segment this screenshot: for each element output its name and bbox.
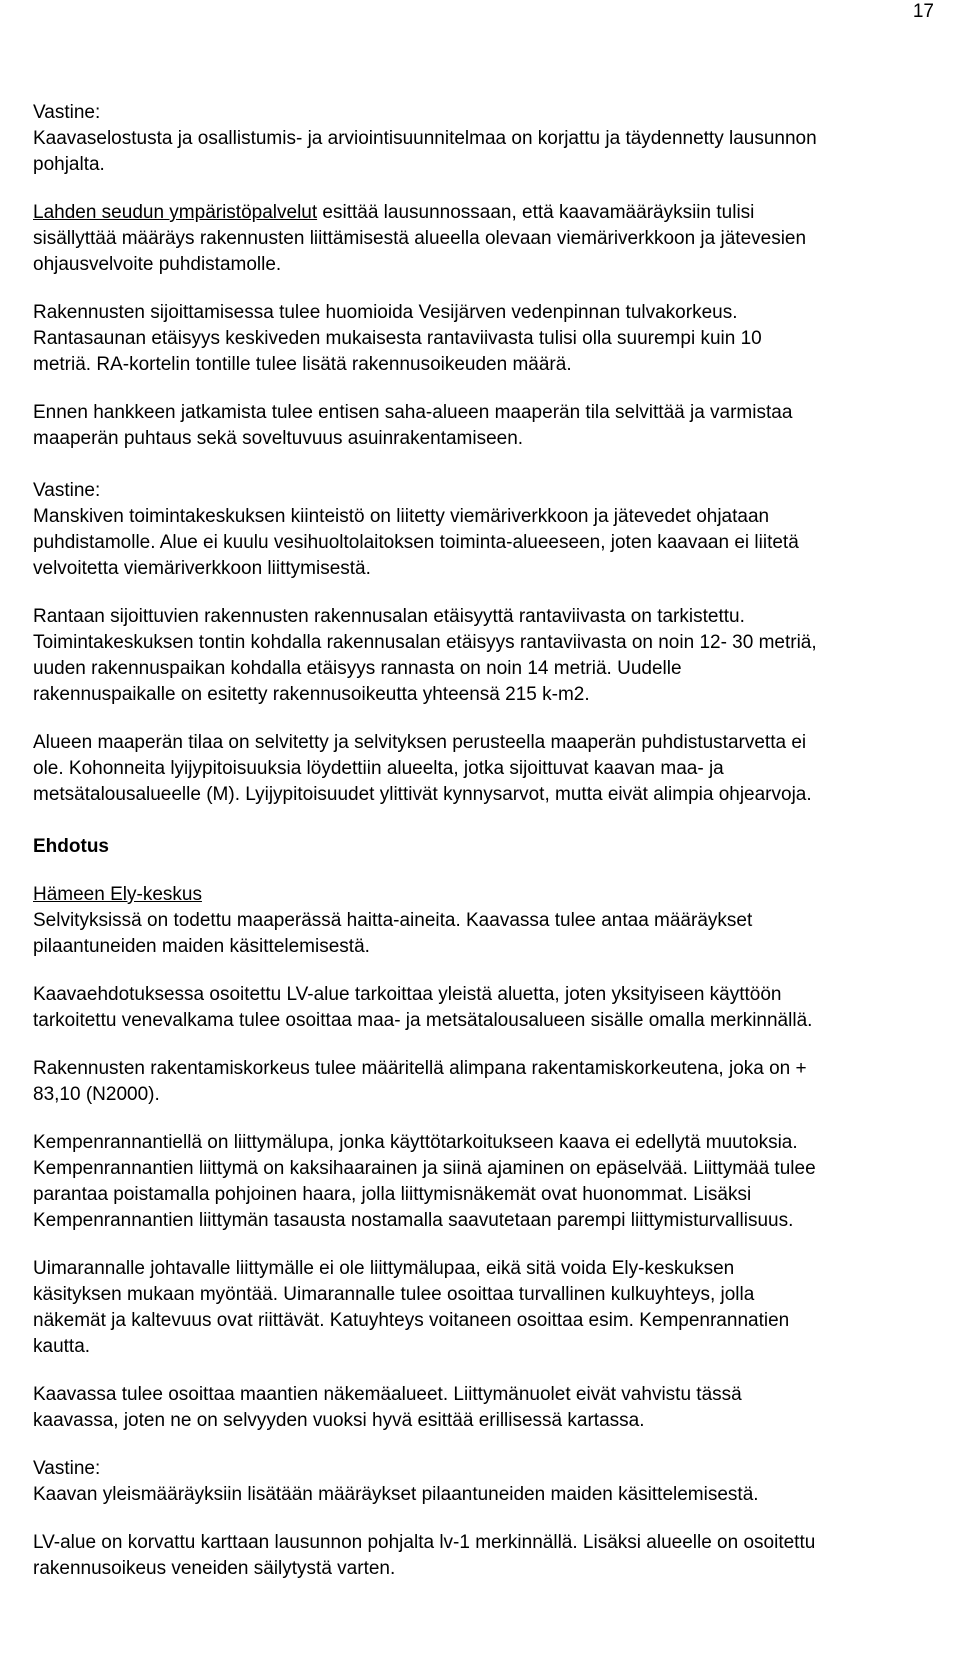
- paragraph-rakennusala: [33, 604, 938, 708]
- paragraph-text: Kaavan yleismääräyksiin lisätään määräykset pilaantuneiden maiden käsittelemisestä.: [33, 1484, 759, 1505]
- paragraph-text: Kaavaehdotuksessa osoitettu LV-alue tarkoittaa yleistä aluetta, joten yksityiseen käyttöön tarkoitettu venevalkama tulee osoittaa maa- ja metsätalousalueen sisälle omalla merkinnällä.: [33, 984, 813, 1031]
- paragraph-text: Uimarannalle johtavalle liittymälle ei ole liittymälupaa, eikä sitä voida Ely-keskuksen käsityksen mukaan myöntää. Uimarannalle tulee osoittaa turvallinen kulkuyhteys, jolla näkemät ja kaltevuus ovat riittävät. Katuyhteys voitaneen osoittaa esim. Kempenrannatien kautta.: [33, 1258, 790, 1357]
- paragraph-text: Rantaan sijoittuvien rakennusten rakennusalan etäisyyttä rantaviivasta on tarkistettu. Toimintakeskuksen tontin kohdalla rakennusalan etäisyys rantaviivasta on noin 12- 30 metriä, uuden rakennuspaikan kohdalla etäisyys rannasta on noin 14 metriä. Uudelle rakennuspaikalle on esitetty rakennusoikeutta yhteensä 215 k-m2.: [33, 606, 817, 705]
- paragraph-text: Rakennusten sijoittamisessa tulee huomioida Vesijärven vedenpinnan tulvakorkeus. Rantasaunan etäisyys keskiveden mukaisesta rantaviivasta tulisi olla suurempi kuin 10 metriä. RA-kortelin tontille tulee lisätä rakennusoikeuden määrä.: [33, 302, 762, 375]
- response-label: Vastine:: [33, 1458, 101, 1479]
- paragraph-text: Kaavaselostusta ja osallistumis- ja arviointisuunnitelmaa on korjattu ja täydennetty lausunnon pohjalta.: [33, 128, 817, 175]
- paragraph-maapera: [33, 400, 938, 452]
- paragraph-text: esittää lausunnossaan, että kaavamääräyksiin tulisi sisällyttää määräys rakennusten liittämisestä alueella olevaan viemäriverkkoon ja jätevesien ohjausvelvoite puhdistamolle.: [33, 202, 807, 275]
- page-number: 17: [912, 1, 934, 22]
- paragraph-lv1-merkinta: [33, 1530, 938, 1582]
- paragraph-response-1: [33, 100, 938, 178]
- paragraph-text: Alueen maaperän tilaa on selvitetty ja selvityksen perusteella maaperän puhdistustarvetta ei ole. Kohonneita lyijypitoisuuksia löydettiin alueelta, jotka sijoittuvat kaavan maa- ja metsätalousalueelle (M). Lyijypitoisuudet ylittivät kynnysarvot, mutta eivät alimpia ohjearvoja.: [33, 732, 812, 805]
- paragraph-text: Ennen hankkeen jatkamista tulee entisen saha-alueen maaperän tila selvittää ja varmistaa maaperän puhtaus sekä soveltuvuus asuinrakentamiseen.: [33, 402, 793, 449]
- paragraph-lyijypitoisuus: [33, 730, 938, 808]
- paragraph-tulvakorkeus: [33, 300, 938, 378]
- paragraph-uimaranta: [33, 1256, 938, 1360]
- paragraph-ely-keskus: [33, 882, 938, 960]
- organization-name: Lahden seudun ympäristöpalvelut: [33, 202, 318, 223]
- paragraph-liittymalupa: [33, 1130, 938, 1234]
- paragraph-text: Kaavassa tulee osoittaa maantien näkemäalueet. Liittymänuolet eivät vahvistu tässä kaavassa, joten ne on selvyyden vuoksi hyvä esittää erillisessä kartassa.: [33, 1384, 742, 1431]
- paragraph-response-3: [33, 1456, 938, 1508]
- paragraph-text: Kempenrannantiellä on liittymälupa, jonka käyttötarkoitukseen kaava ei edellytä muutoksia. Kempenrannantien liittymä on kaksihaarainen ja siinä ajaminen on epäselvää. Liittymää tulee parantaa poistamalla pohjoinen haara, jolla liittymisnäkemät ovat huonommat. Lisäksi Kempenrannantien liittymän tasausta nostamalla saavutetaan parempi liittymisturvallisuus.: [33, 1132, 816, 1231]
- section-heading: Ehdotus: [33, 836, 109, 857]
- paragraph-lahden-seutu: [33, 200, 938, 278]
- paragraph-text: LV-alue on korvattu karttaan lausunnon pohjalta lv-1 merkinnällä. Lisäksi alueelle on osoitettu rakennusoikeus veneiden säilytystä varten.: [33, 1532, 816, 1579]
- document-body: [33, 100, 938, 1582]
- paragraph-text: Rakennusten rakentamiskorkeus tulee määritellä alimpana rakentamiskorkeutena, joka on + 83,10 (N2000).: [33, 1058, 807, 1105]
- organization-name: Hämeen Ely-keskus: [33, 884, 202, 905]
- paragraph-text: Manskiven toimintakeskuksen kiinteistö on liitetty viemäriverkkoon ja jätevedet ohjataan puhdistamolle. Alue ei kuulu vesihuoltolaitoksen toiminta-alueeseen, joten kaavaan ei liitetä velvoitetta viemäriverkkoon liittymisestä.: [33, 506, 799, 579]
- paragraph-response-2: [33, 478, 938, 582]
- paragraph-rakentamiskorkeus: [33, 1056, 938, 1108]
- response-label: Vastine:: [33, 480, 101, 501]
- paragraph-text: Selvityksissä on todettu maaperässä haitta-aineita. Kaavassa tulee antaa määräykset pilaantuneiden maiden käsittelemisestä.: [33, 910, 753, 957]
- paragraph-nakemaalueet: [33, 1382, 938, 1434]
- response-label: Vastine:: [33, 102, 101, 123]
- paragraph-lv-alue: [33, 982, 938, 1034]
